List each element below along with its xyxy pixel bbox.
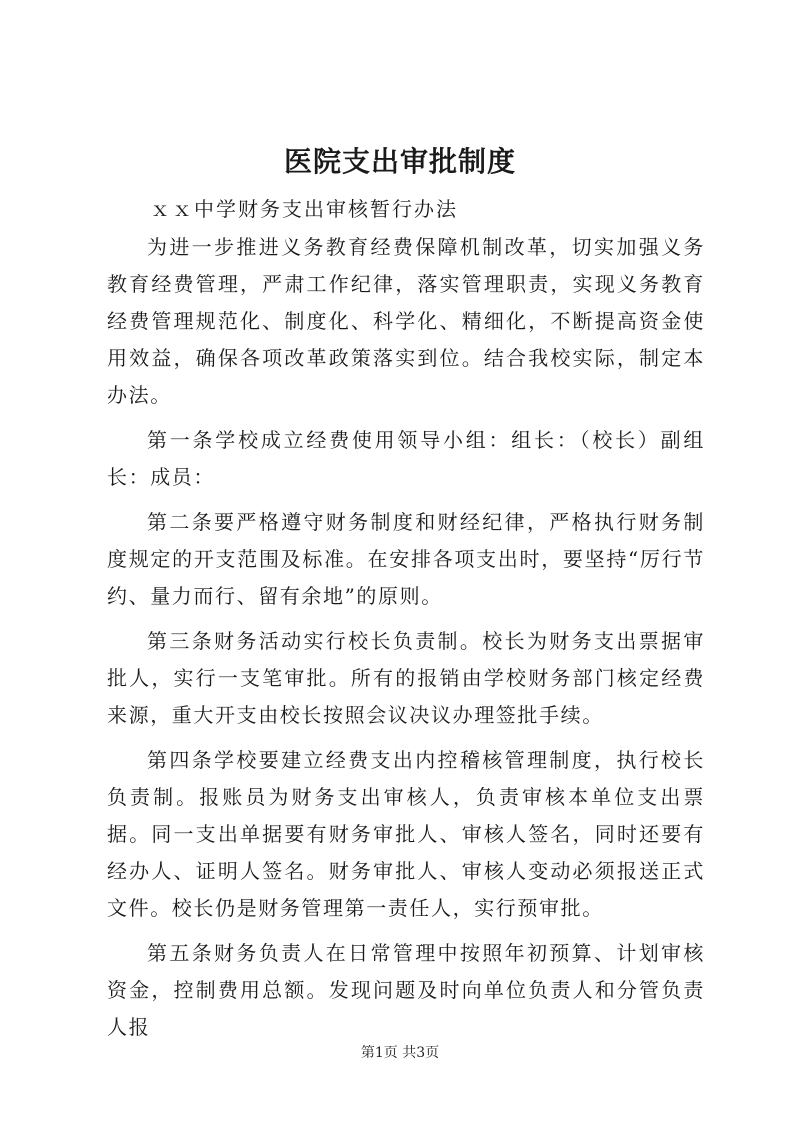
paragraph-article-2: 第二条要严格遵守财务制度和财经纪律，严格执行财务制度规定的开支范围及标准。在安排各项支出时，要坚持“厉行节约、量力而行、留有余地”的原则。 [107, 510, 705, 608]
paragraph-intro: 为进一步推进义务教育经费保障机制改革，切实加强义务教育经费管理，严肃工作纪律，落实管理职责，实现义务教育经费管理规范化、制度化、科学化、精细化，不断提高资金使用效益，确保各项改革政策落实到位。结合我校实际，制定本办法。 [107, 235, 705, 407]
paragraph-article-3: 第三条财务活动实行校长负责制。校长为财务支出票据审批人，实行一支笔审批。所有的报销由学校财务部门核定经费来源，重大开支由校长按照会议决议办理签批手续。 [107, 629, 705, 727]
document-subtitle: ｘｘ中学财务支出审核暂行办法 [150, 197, 458, 221]
page-number-footer: 第1页 共3页 [360, 1045, 440, 1061]
paragraph-article-5: 第五条财务负责人在日常管理中按照年初预算、计划审核资金，控制费用总额。发现问题及时向单位负责人和分管负责人报 [107, 941, 705, 1039]
paragraph-article-4: 第四条学校要建立经费支出内控稽核管理制度，执行校长负责制。报账员为财务支出审核人，负责审核本单位支出票据。同一支出单据要有财务审批人、审核人签名，同时还要有经办人、证明人签名。财务审批人、审核人变动必须报送正式文件。校长仍是财务管理第一责任人，实行预审批。 [107, 748, 705, 920]
paragraph-article-1: 第一条学校成立经费使用领导小组：组长：（校长）副组长：成员： [107, 428, 705, 489]
document-body [107, 229, 705, 1054]
page-title: 医院支出审批制度 [283, 145, 516, 178]
